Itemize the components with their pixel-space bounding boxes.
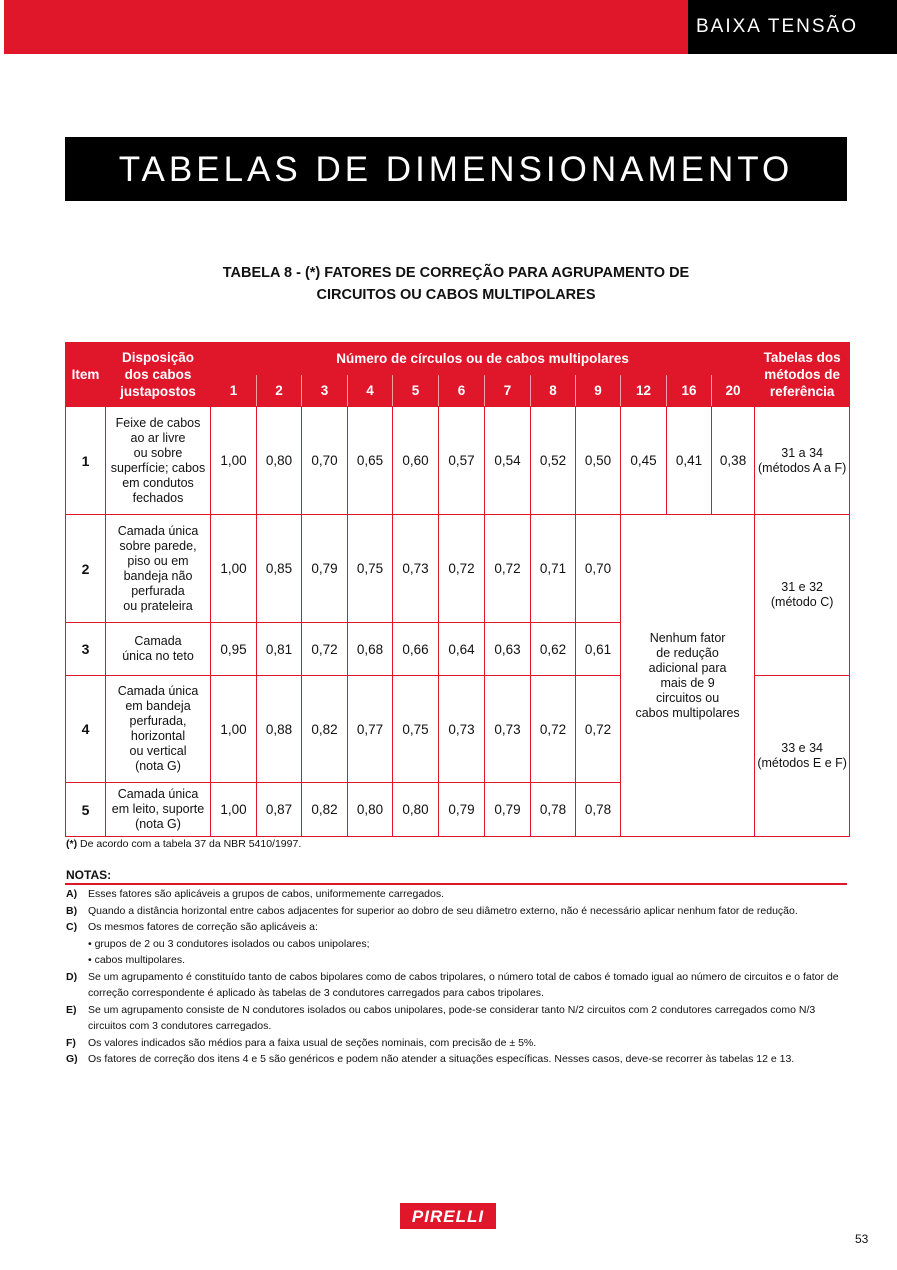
cell-value: 0,88	[257, 676, 302, 783]
cell-value: 0,73	[393, 515, 439, 623]
cell-value: 0,65	[348, 407, 393, 515]
header-numero-circuitos: Número de círculos ou de cabos multipolares	[211, 343, 755, 375]
notes-heading: NOTAS:	[66, 868, 112, 882]
cell-value: 0,57	[439, 407, 485, 515]
cell-value: 0,62	[531, 623, 576, 676]
cell-value: 0,80	[257, 407, 302, 515]
table-title-line-1: TABELA 8 - (*) FATORES DE CORREÇÃO PARA AGRUPAMENTO DE	[222, 265, 690, 281]
header-col-9: 9	[576, 375, 621, 407]
cell-value: 0,63	[485, 623, 531, 676]
cell-value: 0,79	[485, 783, 531, 837]
header-col-16: 16	[667, 375, 712, 407]
cell-value: 0,78	[576, 783, 621, 837]
cell-value: 0,45	[621, 407, 667, 515]
cell-value: 0,41	[667, 407, 712, 515]
cell-value: 0,77	[348, 676, 393, 783]
note-c-bullet-1: • grupos de 2 ou 3 condutores isolados ou cabos unipolares;	[88, 937, 370, 950]
cell-value: 0,70	[302, 407, 348, 515]
row-referencia: 31 a 34 (métodos A a F)	[755, 407, 850, 515]
cell-value: 0,79	[302, 515, 348, 623]
cell-value: 0,73	[439, 676, 485, 783]
header-col-2: 2	[257, 375, 302, 407]
cell-value: 0,60	[393, 407, 439, 515]
header-col-3: 3	[302, 375, 348, 407]
notes-list	[66, 886, 856, 1068]
table-footnote	[66, 838, 301, 850]
header-col-5: 5	[393, 375, 439, 407]
cell-value: 1,00	[211, 676, 257, 783]
header-col-12: 12	[621, 375, 667, 407]
cell-value: 0,82	[302, 676, 348, 783]
footnote-text: De acordo com a tabela 37 da NBR 5410/1997.	[77, 838, 302, 850]
section-label: BAIXA TENSÃO	[688, 0, 897, 54]
note-e: E) Se um agrupamento consiste de N condutores isolados ou cabos unipolares, pode-se considerar tanto N/2 circuitos com 2 condutores carregados como N/3 circuitos com 3 condutores carregados.	[66, 1003, 816, 1032]
row-disposicao: Camada única sobre parede, piso ou em bandeja não perfurada ou prateleira	[106, 515, 211, 623]
row-referencia: 33 e 34 (métodos E e F)	[755, 676, 850, 837]
row-disposicao: Camada única em leito, suporte (nota G)	[106, 783, 211, 837]
cell-value: 0,61	[576, 623, 621, 676]
no-factor-note: Nenhum fator de redução adicional para mais de 9 circuitos ou cabos multipolares	[621, 515, 755, 837]
cell-value: 0,66	[393, 623, 439, 676]
cell-value: 0,64	[439, 623, 485, 676]
cell-value: 0,54	[485, 407, 531, 515]
header-col-4: 4	[348, 375, 393, 407]
cell-value: 0,38	[712, 407, 755, 515]
pirelli-logo-text: PIRELLI	[411, 1207, 485, 1226]
cell-value: 0,50	[576, 407, 621, 515]
table-row	[66, 407, 850, 515]
header-item: Item	[66, 343, 106, 407]
cell-value: 0,75	[393, 676, 439, 783]
row-item: 5	[66, 783, 106, 837]
table-title-line-2: CIRCUITOS OU CABOS MULTIPOLARES	[316, 287, 596, 303]
row-disposicao: Camada única no teto	[106, 623, 211, 676]
page-number: 53	[855, 1232, 869, 1246]
pirelli-logo	[400, 1203, 496, 1229]
note-a: A) Esses fatores são aplicáveis a grupos de cabos, uniformemente carregados.	[66, 888, 445, 900]
footnote-mark: (*)	[66, 838, 78, 850]
cell-value: 0,78	[531, 783, 576, 837]
cell-value: 0,68	[348, 623, 393, 676]
header-col-6: 6	[439, 375, 485, 407]
note-c: C) Os mesmos fatores de correção são aplicáveis a:	[66, 921, 318, 933]
cell-value: 0,80	[393, 783, 439, 837]
note-g: G) Os fatores de correção dos itens 4 e 5 são genéricos e podem não atender a situações específicas. Nesses casos, deve-se recorrer às tabelas 12 e 13.	[66, 1053, 795, 1065]
cell-value: 0,87	[257, 783, 302, 837]
page-title: TABELAS DE DIMENSIONAMENTO	[65, 137, 847, 201]
header-tabelas-referencia: Tabelas dos métodos de referência	[755, 343, 850, 407]
row-referencia: 31 e 32 (método C)	[755, 515, 850, 676]
cell-value: 0,85	[257, 515, 302, 623]
row-item: 4	[66, 676, 106, 783]
cell-value: 0,95	[211, 623, 257, 676]
table-title	[0, 262, 897, 306]
cell-value: 0,72	[485, 515, 531, 623]
notes-divider	[65, 883, 847, 885]
header-disposicao: Disposição dos cabos justapostos	[106, 343, 211, 407]
row-item: 2	[66, 515, 106, 623]
note-d: D) Se um agrupamento é constituído tanto de cabos bipolares como de cabos tripolares, o número total de cabos é tomado igual ao número de circuitos e o fator de correção correspondente é aplicado às tabelas de 3 condutores carregados para cabos tripolares.	[66, 970, 839, 999]
note-b: B) Quando a distância horizontal entre cabos adjacentes for superior ao dobro de seu diâmetro externo, não é necessário aplicar nenhum fator de redução.	[66, 904, 798, 917]
cell-value: 0,81	[257, 623, 302, 676]
cell-value: 0,82	[302, 783, 348, 837]
cell-value: 1,00	[211, 407, 257, 515]
row-item: 3	[66, 623, 106, 676]
header-col-20: 20	[712, 375, 755, 407]
cell-value: 1,00	[211, 515, 257, 623]
header-red-band	[4, 0, 688, 54]
row-disposicao: Camada única em bandeja perfurada, horizontal ou vertical (nota G)	[106, 676, 211, 783]
note-f: F) Os valores indicados são médios para a faixa usual de seções nominais, com precisão de ± 5%.	[66, 1036, 537, 1049]
cell-value: 0,72	[576, 676, 621, 783]
cell-value: 0,72	[302, 623, 348, 676]
cell-value: 0,72	[439, 515, 485, 623]
table-row	[66, 515, 850, 623]
header-col-1: 1	[211, 375, 257, 407]
row-item: 1	[66, 407, 106, 515]
header-col-7: 7	[485, 375, 531, 407]
row-disposicao: Feixe de cabos ao ar livre ou sobre superfície; cabos em condutos fechados	[106, 407, 211, 515]
cell-value: 1,00	[211, 783, 257, 837]
cell-value: 0,71	[531, 515, 576, 623]
cell-value: 0,73	[485, 676, 531, 783]
cell-value: 0,79	[439, 783, 485, 837]
cell-value: 0,80	[348, 783, 393, 837]
note-c-bullet-2: • cabos multipolares.	[88, 954, 186, 966]
cell-value: 0,75	[348, 515, 393, 623]
header-col-8: 8	[531, 375, 576, 407]
cell-value: 0,52	[531, 407, 576, 515]
cell-value: 0,72	[531, 676, 576, 783]
cell-value: 0,70	[576, 515, 621, 623]
correction-factor-table	[65, 342, 850, 837]
